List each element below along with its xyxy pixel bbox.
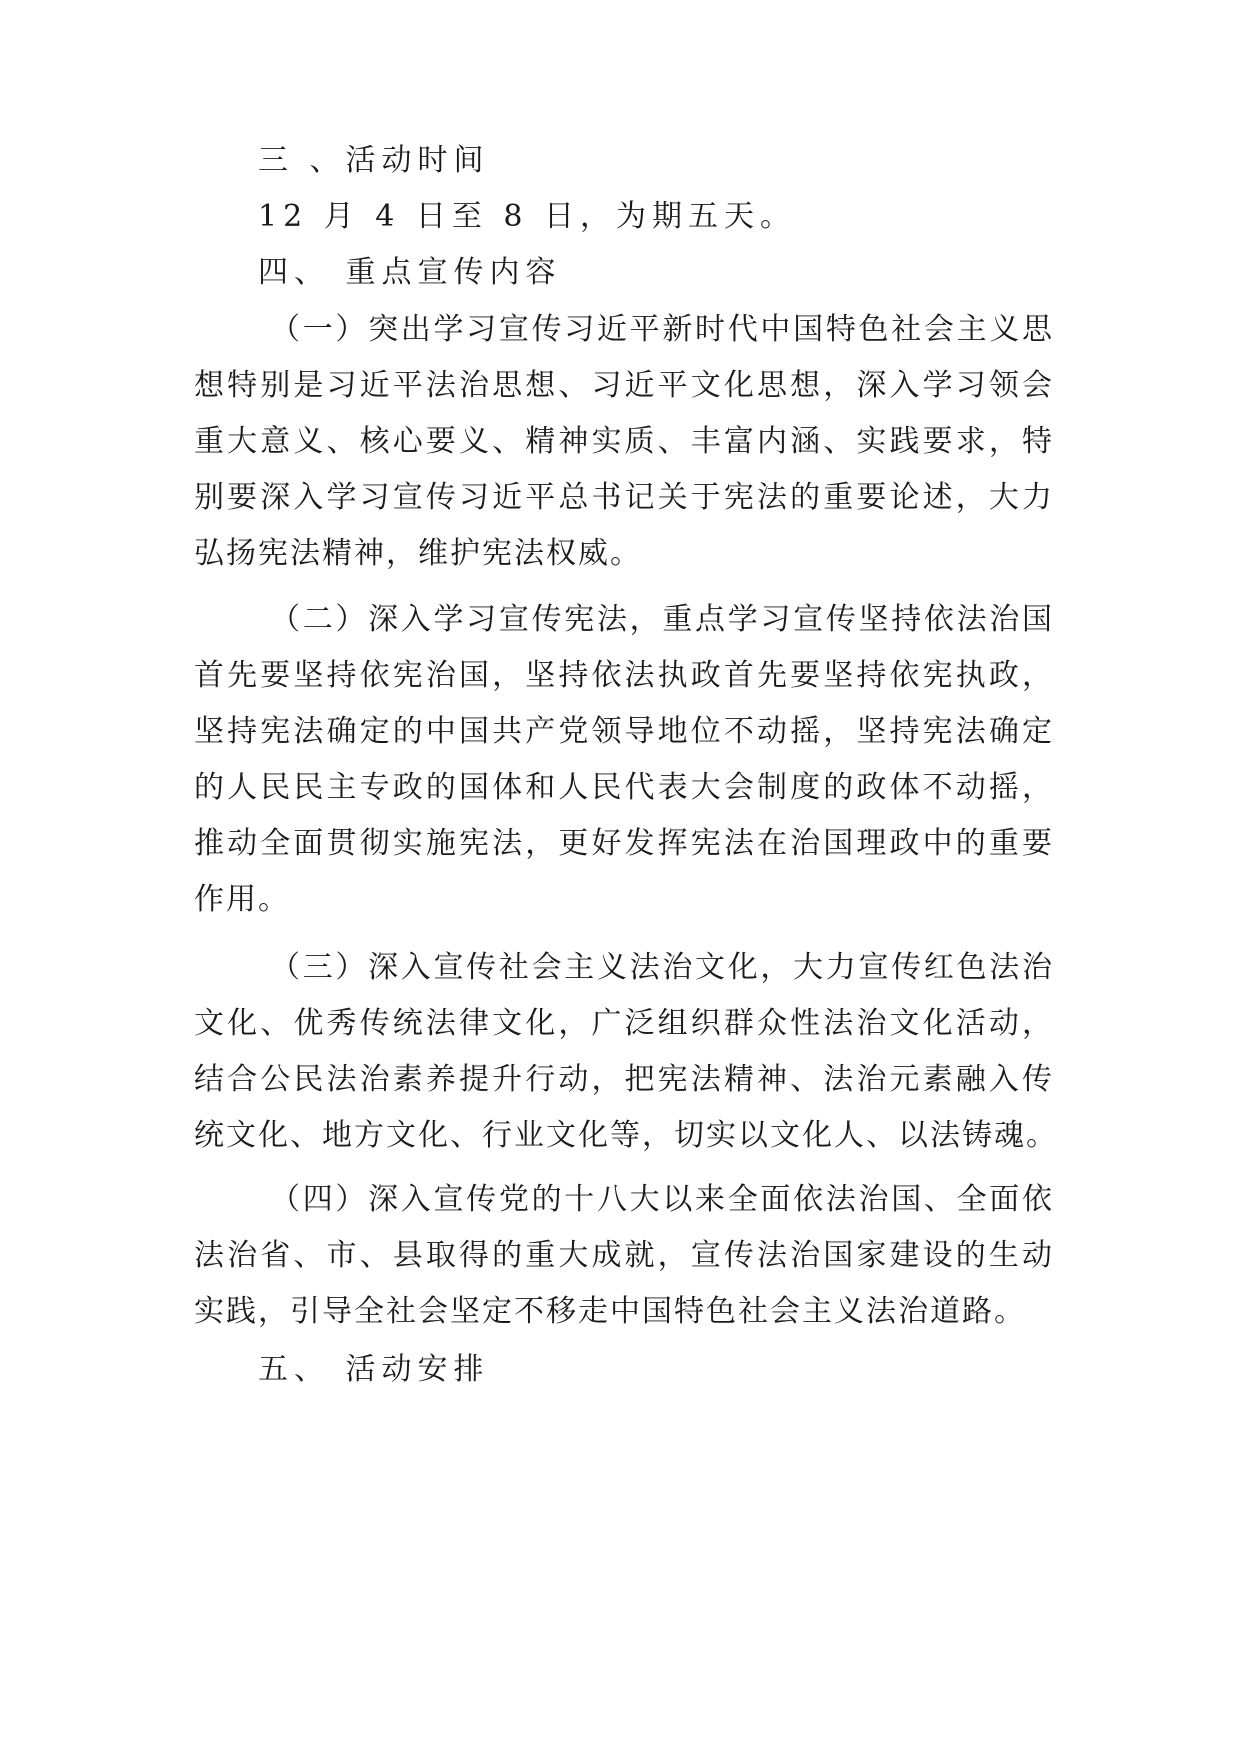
paragraph-line: 实践，引导全社会坚定不移走中国特色社会主义法治道路。 <box>194 1294 1026 1329</box>
paragraph-line: 重大意义、核心要义、精神实质、丰富内涵、实践要求，特 <box>194 424 1054 459</box>
paragraph-line: 推动全面贯彻实施宪法，更好发挥宪法在治国理政中的重要 <box>194 826 1054 861</box>
paragraph-line: 坚持宪法确定的中国共产党领导地位不动摇，坚持宪法确定 <box>194 714 1054 749</box>
section-5-heading: 五、 活动安排 <box>258 1352 490 1387</box>
paragraph-line: （四）深入宣传党的十八大以来全面依法治国、全面依 <box>270 1182 1054 1217</box>
paragraph-line: 法治省、市、县取得的重大成就，宣传法治国家建设的生动 <box>194 1238 1054 1273</box>
paragraph-line: （二）深入学习宣传宪法，重点学习宣传坚持依法治国 <box>270 602 1054 637</box>
paragraph-line: 文化、优秀传统法律文化，广泛组织群众性法治文化活动， <box>194 1006 1054 1041</box>
paragraph-line: （三）深入宣传社会主义法治文化，大力宣传红色法治 <box>270 950 1054 985</box>
paragraph-line: 的人民民主专政的国体和人民代表大会制度的政体不动摇， <box>194 770 1054 805</box>
paragraph-line: 首先要坚持依宪治国，坚持依法执政首先要坚持依宪执政， <box>194 658 1054 693</box>
paragraph-line: 结合公民法治素养提升行动，把宪法精神、法治元素融入传 <box>194 1062 1054 1097</box>
paragraph-line: 作用。 <box>194 882 290 917</box>
paragraph-line: 统文化、地方文化、行业文化等，切实以文化人、以法铸魂。 <box>194 1118 1058 1153</box>
paragraph-line: 别要深入学习宣传习近平总书记关于宪法的重要论述，大力 <box>194 480 1054 515</box>
paragraph-line: （一）突出学习宣传习近平新时代中国特色社会主义思 <box>270 312 1054 347</box>
paragraph-line: 想特别是习近平法治思想、习近平文化思想，深入学习领会 <box>194 368 1054 403</box>
section-3-heading: 三 、活动时间 <box>258 143 490 178</box>
activity-date: 12 月 4 日至 8 日，为期五天。 <box>258 199 797 234</box>
section-4-heading: 四、 重点宣传内容 <box>258 255 562 290</box>
paragraph-line: 弘扬宪法精神，维护宪法权威。 <box>194 536 642 571</box>
